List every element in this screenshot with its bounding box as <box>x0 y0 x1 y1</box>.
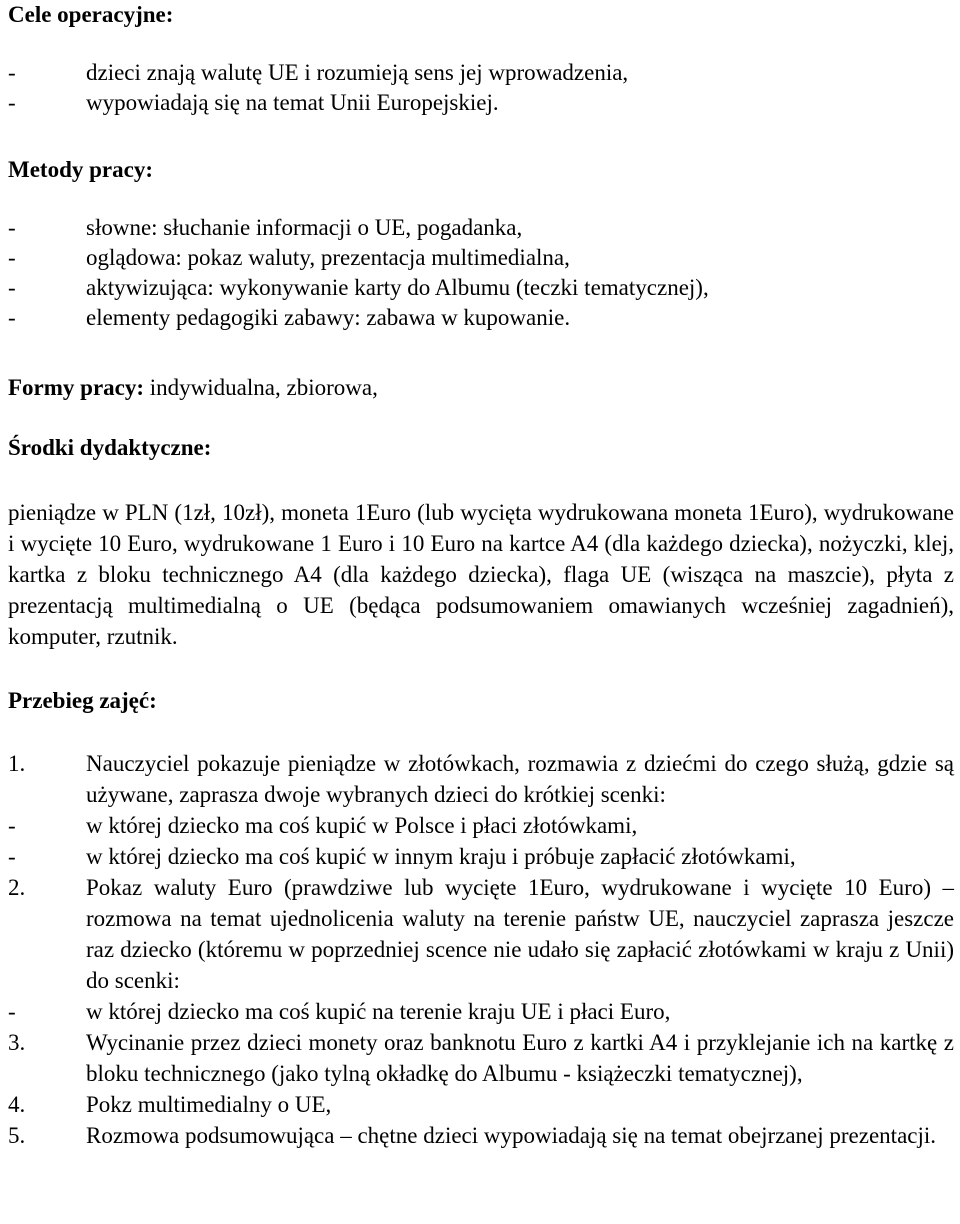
metody-list <box>8 213 954 333</box>
step-text: Nauczyciel pokazuje pieniądze w złotówkach, rozmawia z dziećmi do czego służą, gdzie są używane, zaprasza dwoje wybranych dzieci do krótkiej scenki: <box>86 751 954 807</box>
list-item: - w której dziecko ma coś kupić na terenie kraju UE i płaci Euro, <box>8 996 954 1027</box>
list-item: - w której dziecko ma coś kupić w innym kraju i próbuje zapłacić złotówkami, <box>8 841 954 872</box>
formy-text: indywidualna, zbiorowa, <box>144 375 378 400</box>
step-number: 4. <box>8 1092 26 1117</box>
cele-heading: Cele operacyjne: <box>8 2 174 27</box>
list-item: - wypowiadają się na temat Unii Europejskiej. <box>8 88 954 118</box>
step-text: Wycinanie przez dzieci monety oraz banknotu Euro z kartki A4 i przyklejanie ich na kartkę z bloku technicznego (jako tylną okładkę do Albumu - książeczki tematycznej), <box>86 1030 954 1086</box>
step-text: Pokz multimedialny o UE, <box>86 1092 332 1117</box>
cele-list <box>8 58 954 118</box>
list-item: - dzieci znają walutę UE i rozumieją sens jej wprowadzenia, <box>8 58 954 88</box>
list-item <box>8 872 954 996</box>
step-text: Pokaz waluty Euro (prawdziwe lub wycięte 1Euro, wydrukowane i wycięte 10 Euro) – rozmowa na temat ujednolicenia waluty na terenie państw UE, nauczyciel zaprasza jeszcze raz dziecko (któremu w poprzedniej scence nie udało się zapłacić złotówkami w kraju z Unii) do scenki: <box>86 875 954 993</box>
list-item: - elementy pedagogiki zabawy: zabawa w kupowanie. <box>8 303 954 333</box>
przebieg-heading: Przebieg zajęć: <box>8 688 157 713</box>
step-text: Rozmowa podsumowująca – chętne dzieci wypowiadają się na temat obejrzanej prezentacji. <box>86 1123 937 1148</box>
step2-dash-list <box>8 996 954 1027</box>
list-item <box>8 1089 954 1120</box>
formy-heading: Formy pracy: <box>8 375 145 400</box>
cele-section <box>8 0 954 118</box>
list-item <box>8 1027 954 1089</box>
srodki-text: pieniądze w PLN (1zł, 10zł), moneta 1Euro (lub wycięta wydrukowana moneta 1Euro), wydrukowane i wycięte 10 Euro, wydrukowane 1 Euro i 10 Euro na kartce A4 (dla każdego dziecka), nożyczki, klej, kartka z bloku technicznego A4 (dla każdego dziecka), flaga UE (wisząca na maszcie), płyta z prezentacją multimedialną o UE (będąca podsumowaniem omawianych wcześniej zagadnień), komputer, rzutnik. <box>8 500 954 649</box>
step-number: 3. <box>8 1030 26 1055</box>
step-list-2 <box>8 872 954 996</box>
step1-dash-list <box>8 810 954 872</box>
metody-section <box>8 155 954 332</box>
list-item: - aktywizująca: wykonywanie karty do Albumu (teczki tematycznej), <box>8 273 954 303</box>
step-list-1 <box>8 748 954 810</box>
list-item <box>8 1120 954 1151</box>
list-item: - w której dziecko ma coś kupić w Polsce i płaci złotówkami, <box>8 810 954 841</box>
metody-heading: Metody pracy: <box>8 157 153 182</box>
step-list-3 <box>8 1027 954 1151</box>
srodki-heading: Środki dydaktyczne: <box>8 435 212 460</box>
step-number: 5. <box>8 1123 26 1148</box>
przebieg-steps <box>8 748 954 1151</box>
list-item: - oglądowa: pokaz waluty, prezentacja multimedialna, <box>8 243 954 273</box>
step-number: 2. <box>8 875 26 900</box>
list-item: - słowne: słuchanie informacji o UE, pogadanka, <box>8 213 954 243</box>
step-number: 1. <box>8 751 26 776</box>
list-item <box>8 748 954 810</box>
formy-paragraph <box>8 373 954 403</box>
